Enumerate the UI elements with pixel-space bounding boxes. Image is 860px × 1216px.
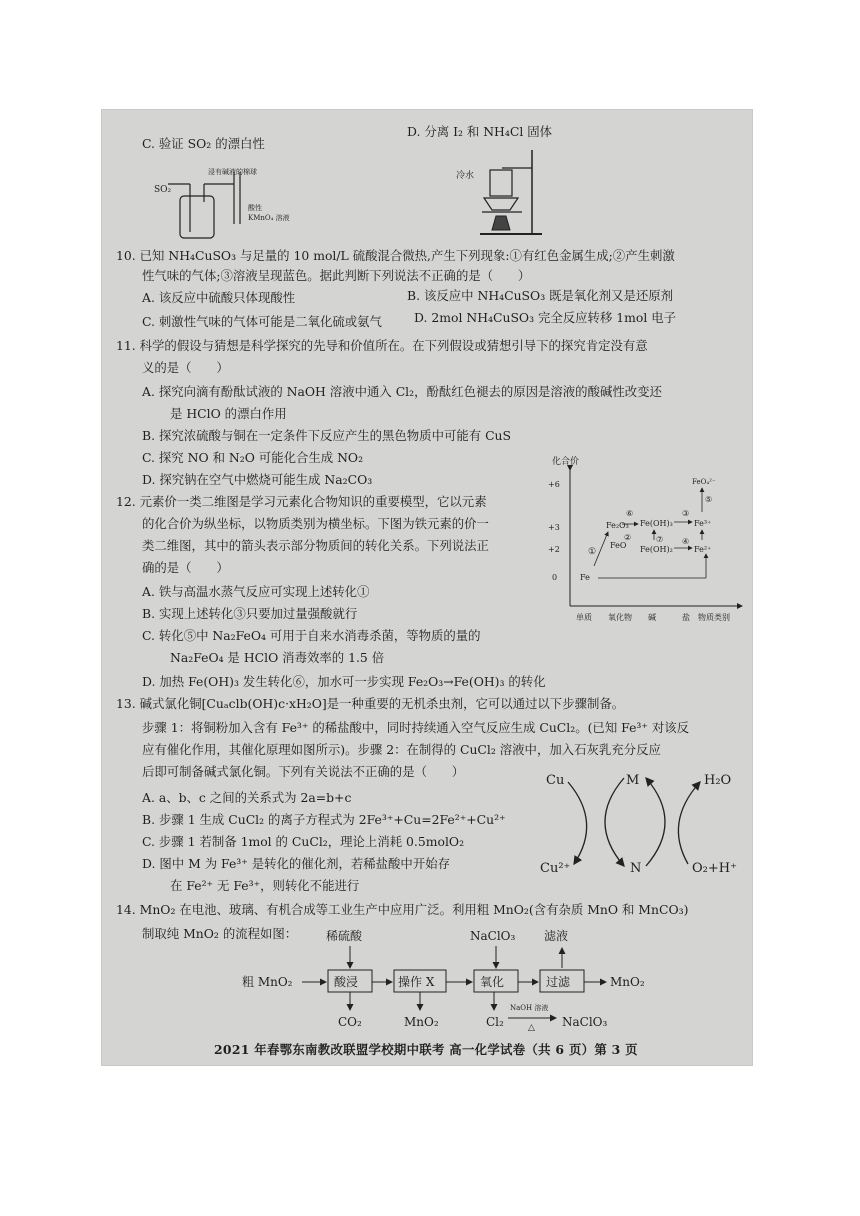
iron-valence-diagram	[542, 450, 752, 630]
xcat-element: 单质	[576, 613, 592, 622]
q14-stem-line1: 14. MnO₂ 在电池、玻璃、有机合成等工业生产中应用广泛。利用粗 MnO₂(含有杂质 MnO 和 MnCO₃)	[116, 902, 689, 917]
species-fe2o3: Fe₂O₃	[606, 521, 629, 530]
cycle-o2h: O₂+H⁺	[692, 861, 737, 876]
page-footer: 2021 年春鄂东南教改联盟学校期中联考 高一化学试卷（共 6 页）第 3 页	[214, 1042, 638, 1057]
xcat-salt: 盐	[682, 613, 690, 622]
q12-option-d: D. 加热 Fe(OH)₃ 发生转化⑥，加水可一步实现 Fe₂O₃→Fe(OH)₃ 的转化	[142, 674, 546, 689]
cycle-n: N	[630, 861, 642, 876]
flow-step3: 氧化	[480, 975, 505, 989]
q13-option-c: C. 步骤 1 若制备 1mol 的 CuCl₂，理论上消耗 0.5molO₂	[142, 834, 465, 849]
flow-co2: CO₂	[338, 1015, 362, 1029]
fig-c-cotton: 浸有碱液的棉球	[208, 168, 257, 176]
flow-filtrate: 滤液	[544, 929, 569, 943]
q10-option-a: A. 该反应中硫酸只体现酸性	[142, 290, 296, 305]
q11-option-b: B. 探究浓硫酸与铜在一定条件下反应产生的黑色物质中可能有 CuS	[142, 428, 512, 443]
flow-naclo3-in: NaClO₃	[470, 929, 516, 943]
flow-start: 粗 MnO₂	[242, 975, 293, 989]
mark-3: ③	[682, 509, 690, 518]
xcat-oxide: 氧化物	[608, 613, 632, 622]
q11-option-d: D. 探究钠在空气中燃烧可能生成 Na₂CO₃	[142, 472, 373, 487]
q12-stem-line3: 类二维图，其中的箭头表示部分物质间的转化关系。下列说法正	[142, 538, 489, 553]
species-feo: FeO	[610, 541, 627, 550]
q9-option-d: D. 分离 I₂ 和 NH₄Cl 固体	[407, 124, 552, 139]
flow-heat: △	[528, 1023, 535, 1033]
flow-step2: 操作 X	[398, 975, 435, 989]
q13-stem-line1: 13. 碱式氯化铜[Cuₐclb(OH)c·xH₂O]是一种重要的无机杀虫剂，它可以通过以下步骤制备。	[116, 696, 625, 711]
species-fe3: Fe³⁺	[694, 519, 712, 528]
q11-stem-line2: 义的是（ ）	[142, 360, 229, 375]
ytick-2: +2	[548, 545, 560, 554]
q11-option-c: C. 探究 NO 和 N₂O 可能化合生成 NO₂	[142, 450, 364, 465]
species-feoh2: Fe(OH)₂	[640, 545, 673, 554]
q14-stem-line2: 制取纯 MnO₂ 的流程如图：	[142, 926, 298, 941]
q13-option-a: A. a、b、c 之间的关系式为 2a=b+c	[142, 790, 352, 805]
q11-option-a-line2: 是 HClO 的漂白作用	[170, 406, 287, 421]
flow-end: MnO₂	[610, 975, 645, 989]
q12-stem-line1: 12. 元素价一类二维图是学习元素化合物知识的重要模型，它以元素	[116, 494, 487, 509]
flow-mno2-out: MnO₂	[404, 1015, 439, 1029]
cycle-cu2: Cu²⁺	[540, 861, 571, 876]
mark-5: ⑤	[705, 495, 713, 504]
ytick-6: +6	[548, 480, 560, 489]
q10-option-c: C. 刺激性气味的气体可能是二氧化硫或氨气	[142, 314, 382, 329]
q13-option-d-line1: D. 图中 M 为 Fe³⁺ 是转化的催化剂，若稀盐酸中开始存	[142, 856, 450, 871]
cycle-cu: Cu	[546, 773, 565, 788]
xcat-base: 碱	[648, 613, 656, 622]
q11-option-a-line1: A. 探究向滴有酚酞试液的 NaOH 溶液中通入 Cl₂，酚酞红色褪去的原因是溶液的酸碱性改变还	[142, 384, 662, 399]
q13-option-b: B. 步骤 1 生成 CuCl₂ 的离子方程式为 2Fe³⁺+Cu=2Fe²⁺+Cu²⁺	[142, 812, 506, 827]
q9-option-c: C. 验证 SO₂ 的漂白性	[142, 136, 265, 151]
q13-option-d-line2: 在 Fe²⁺ 无 Fe³⁺，则转化不能进行	[170, 878, 360, 893]
q10-stem-line2: 性气味的气体;③溶液呈现蓝色。据此判断下列说法不正确的是（ ）	[142, 268, 531, 283]
species-fe: Fe	[580, 573, 590, 582]
cycle-h2o: H₂O	[704, 773, 732, 788]
chart-ylabel: 化合价	[552, 457, 580, 467]
flow-step4: 过滤	[546, 975, 571, 989]
q10-stem-line1: 10. 已知 NH₄CuSO₃ 与足量的 10 mol/L 硫酸混合微热,产生下列现象:①有红色金属生成;②产生刺激	[116, 248, 675, 263]
fig-c-gas: SO₂	[154, 185, 172, 195]
q12-option-c-line1: C. 转化⑤中 Na₂FeO₄ 可用于自来水消毒杀菌，等物质的量的	[142, 628, 481, 643]
q13-stem-line4: 后即可制备碱式氯化铜。下列有关说法不正确的是（ ）	[142, 764, 465, 779]
q12-stem-line2: 的化合价为纵坐标，以物质类别为横坐标。下图为铁元素的价一	[142, 516, 489, 531]
fig-c-reagent1: 酸性	[248, 204, 262, 212]
exam-page	[102, 110, 752, 1065]
species-fe2: Fe²⁺	[694, 545, 712, 554]
q13-stem-line3: 应有催化作用，其催化原理如图所示)。步骤 2：在制得的 CuCl₂ 溶液中，加入石灰乳充分反应	[142, 742, 661, 757]
sublimation-apparatus-figure	[452, 146, 552, 238]
species-feo4: FeO₄²⁻	[692, 478, 716, 486]
mark-1: ①	[588, 547, 597, 557]
mark-2: ②	[624, 533, 632, 542]
species-feoh3: Fe(OH)₃	[640, 519, 673, 528]
mark-4: ④	[682, 537, 690, 546]
ytick-0: 0	[552, 573, 558, 582]
q10-option-d: D. 2mol NH₄CuSO₃ 完全反应转移 1mol 电子	[414, 310, 677, 325]
chart-xlabel: 物质类别	[698, 613, 730, 622]
mark-7: ⑦	[656, 535, 664, 544]
catalysis-cycle-diagram	[540, 764, 752, 886]
so2-apparatus-figure	[152, 162, 292, 242]
q12-option-c-line2: Na₂FeO₄ 是 HClO 消毒效率的 1.5 倍	[170, 650, 385, 665]
q12-option-a: A. 铁与高温水蒸气反应可实现上述转化①	[142, 584, 370, 599]
cycle-m: M	[626, 773, 640, 788]
flow-naclo3-out: NaClO₃	[562, 1015, 608, 1029]
mark-6: ⑥	[626, 509, 634, 518]
flow-acid: 稀硫酸	[326, 929, 363, 943]
flow-cl2: Cl₂	[486, 1015, 504, 1029]
q12-option-b: B. 实现上述转化③只要加过量强酸就行	[142, 606, 358, 621]
q12-stem-line4: 确的是（ ）	[142, 560, 229, 575]
fig-d-water: 冷水	[456, 171, 475, 181]
q11-stem-line1: 11. 科学的假设与猜想是科学探究的先导和价值所在。在下列假设或猜想引导下的探究肯定没有意	[116, 338, 648, 353]
flow-step1: 酸浸	[334, 975, 359, 989]
fig-c-reagent2: KMnO₄ 溶液	[248, 214, 290, 222]
mno2-process-flow	[222, 922, 682, 1034]
q10-option-b: B. 该反应中 NH₄CuSO₃ 既是氧化剂又是还原剂	[407, 288, 674, 303]
ytick-3: +3	[548, 523, 560, 532]
flow-naoh: NaOH 溶液	[510, 1004, 549, 1012]
q13-stem-line2: 步骤 1：将铜粉加入含有 Fe³⁺ 的稀盐酸中，同时持续通入空气反应生成 CuCl₂。(已知 Fe³⁺ 对该反	[142, 720, 690, 735]
